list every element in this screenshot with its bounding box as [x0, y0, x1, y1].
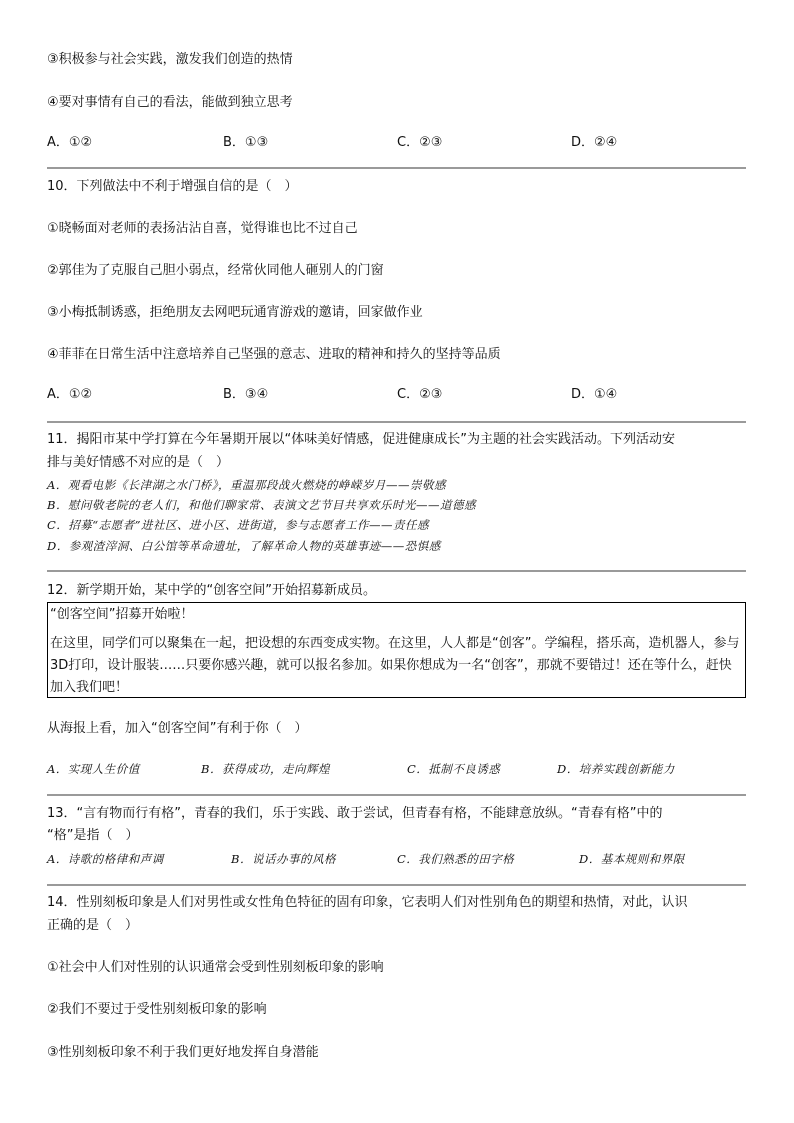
q12-question: 从海报上看，加入“创客空间”有利于你（ ）	[47, 721, 308, 736]
q11-option-a[interactable]: A．观看电影《长津湖之水门桥》，重温那段战火燃烧的峥嵘岁月——崇敬感	[47, 478, 447, 492]
q10-option-a[interactable]: A．①②	[47, 387, 93, 402]
q14-item-3: ③性别刻板印象不利于我们更好地发挥自身潜能	[47, 1045, 319, 1060]
question-divider	[47, 570, 746, 572]
q10-item-1: ①晓畅面对老师的表扬沾沾自喜，觉得谁也比不过自己	[47, 221, 358, 236]
q12-option-c[interactable]: C．抵制不良诱惑	[407, 762, 501, 776]
q11-option-b[interactable]: B．慰问敬老院的老人们，和他们聊家常、表演文艺节目共享欢乐时光——道德感	[47, 498, 476, 512]
q12-option-d[interactable]: D．培养实践创新能力	[557, 762, 675, 776]
q12-stem: 12．新学期开始，某中学的“创客空间”开始招募新成员。	[47, 583, 377, 598]
poster-title: “创客空间”招募开始啦！	[50, 607, 194, 622]
q11-stem-line-1: 11．揭阳市某中学打算在今年暑期开展以“体味美好情感，促进健康成长”为主题的社会实践活动。下列活动安	[47, 432, 676, 447]
q13-stem-line-1: 13．“言有物而行有格”，青春的我们，乐于实践、敢于尝试，但青春有格，不能肆意放纵。“青春有格”中的	[47, 806, 663, 821]
q14-stem-line-1: 14．性别刻板印象是人们对男性或女性角色特征的固有印象，它表明人们对性别角色的期望和热情，对此，认识	[47, 895, 688, 910]
q12-option-a[interactable]: A．实现人生价值	[47, 762, 140, 776]
q11-option-d[interactable]: D．参观渣滓洞、白公馆等革命遗址，了解革命人物的英雄事迹——恐惧感	[47, 539, 441, 553]
poster-body: 在这里，同学们可以聚集在一起，把设想的东西变成实物。在这里，人人都是“创客”。学编程，搭乐高，造机器人，参与3D打印，设计服装……只要你感兴趣，就可以报名参加。如果你想成为一名“创客”，那就不要错过！还在等什么，赶快加入我们吧！	[50, 636, 740, 695]
q14-item-1: ①社会中人们对性别的认识通常会受到性别刻板印象的影响	[47, 960, 384, 975]
q10-option-c[interactable]: C．②③	[397, 387, 443, 402]
q10-item-3: ③小梅抵制诱惑，拒绝朋友去网吧玩通宵游戏的邀请，回家做作业	[47, 305, 423, 320]
q14-item-2: ②我们不要过于受性别刻板印象的影响	[47, 1002, 267, 1017]
q13-option-d[interactable]: D．基本规则和界限	[579, 852, 685, 866]
q10-option-d[interactable]: D．①④	[571, 387, 618, 402]
q10-stem: 10．下列做法中不利于增强自信的是（ ）	[47, 179, 298, 194]
q14-stem-line-2: 正确的是（ ）	[47, 918, 139, 933]
q9-item-4: ④要对事情有自己的看法，能做到独立思考	[47, 95, 293, 110]
question-divider	[47, 167, 746, 169]
question-divider	[47, 421, 746, 423]
q9-option-b[interactable]: B．①③	[223, 135, 269, 150]
question-divider	[47, 884, 746, 886]
q13-option-b[interactable]: B．说话办事的风格	[231, 852, 336, 866]
q9-option-d[interactable]: D．②④	[571, 135, 618, 150]
recruitment-poster	[47, 602, 746, 698]
q10-option-b[interactable]: B．③④	[223, 387, 269, 402]
q10-item-4: ④菲菲在日常生活中注意培养自己坚强的意志、进取的精神和持久的坚持等品质	[47, 347, 501, 362]
q11-stem-line-2: 排与美好情感不对应的是（ ）	[47, 455, 230, 470]
q9-option-c[interactable]: C．②③	[397, 135, 443, 150]
q13-stem-line-2: “格”是指（ ）	[47, 828, 139, 843]
q9-option-a[interactable]: A．①②	[47, 135, 93, 150]
q11-option-c[interactable]: C．招募“志愿者”进社区、进小区、进街道，参与志愿者工作——责任感	[47, 518, 430, 532]
q12-option-b[interactable]: B．获得成功，走向辉煌	[201, 762, 330, 776]
q10-item-2: ②郭佳为了克服自己胆小弱点，经常伙同他人砸别人的门窗	[47, 263, 384, 278]
q9-item-3: ③积极参与社会实践，激发我们创造的热情	[47, 52, 293, 67]
question-divider	[47, 794, 746, 796]
q13-option-a[interactable]: A．诗歌的格律和声调	[47, 852, 164, 866]
q13-option-c[interactable]: C．我们熟悉的田字格	[397, 852, 515, 866]
